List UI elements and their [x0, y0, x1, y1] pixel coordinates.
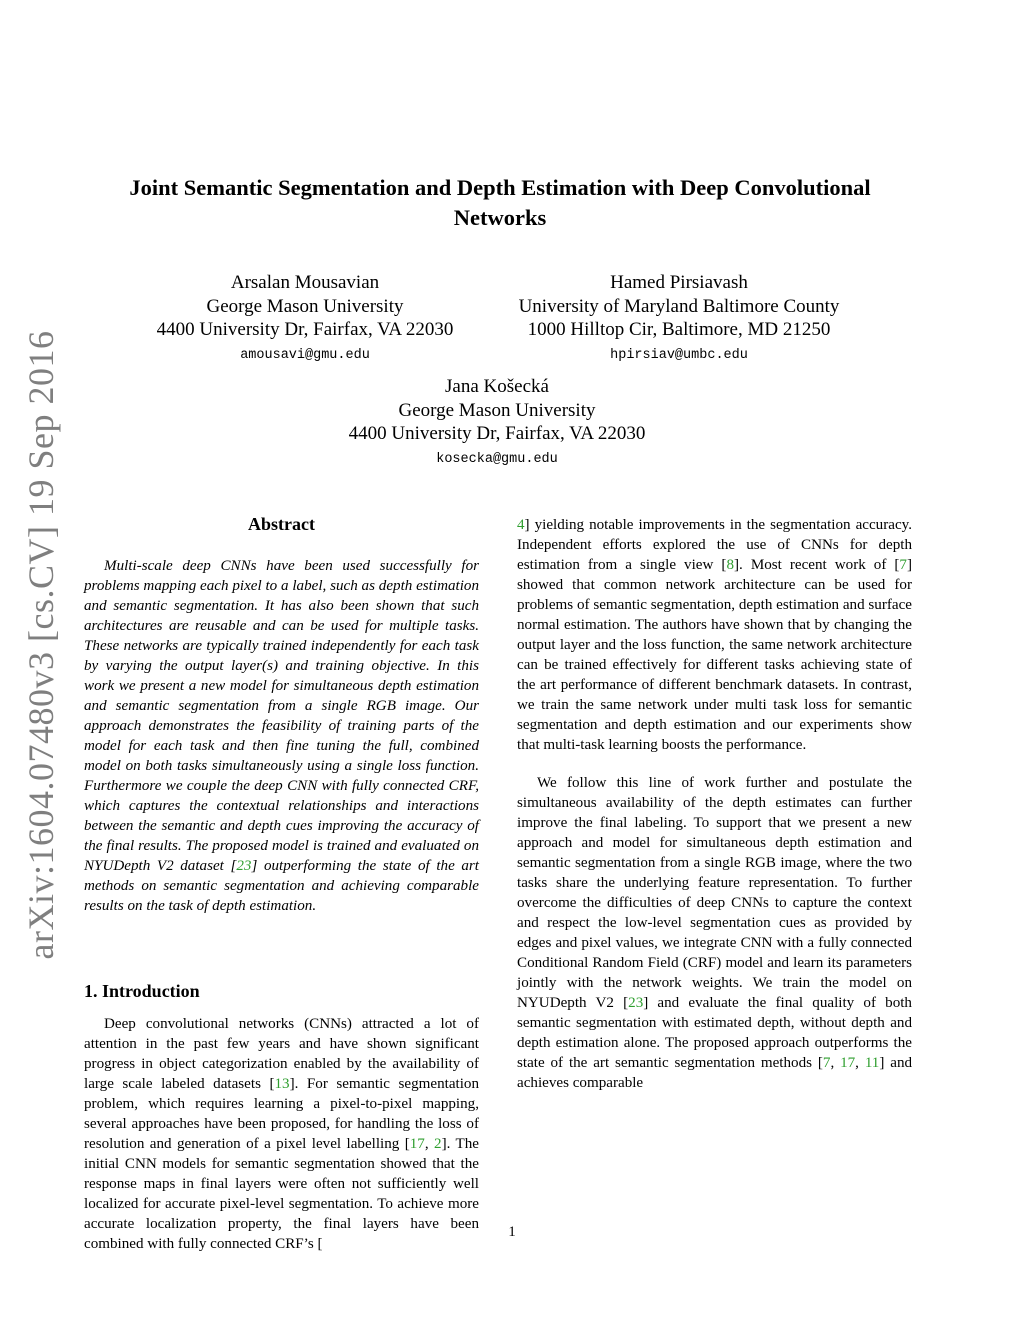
author-name: Hamed Pirsiavash — [610, 272, 748, 293]
right-column — [517, 515, 912, 1093]
author-name: Arsalan Mousavian — [230, 272, 380, 293]
author-affiliation: George Mason University — [398, 399, 596, 421]
citation-link[interactable]: 8 — [726, 557, 734, 573]
author-block-3 — [297, 375, 697, 473]
author-address: 1000 Hilltop Cir, Baltimore, MD 21250 — [527, 319, 831, 340]
author-block-1 — [130, 271, 480, 369]
author-name: Jana Košecká — [445, 376, 549, 397]
arxiv-identifier[interactable]: arXiv:1604.07480v3 [cs.CV] 19 Sep 2016 — [21, 330, 61, 960]
citation-link[interactable]: 17 — [840, 1055, 856, 1071]
author-affiliation: University of Maryland Baltimore County — [518, 295, 840, 317]
arxiv-sidebar — [6, 330, 76, 960]
author-address: 4400 University Dr, Fairfax, VA 22030 — [348, 423, 646, 444]
citation-link[interactable]: 11 — [864, 1055, 880, 1071]
abstract-heading: Abstract — [248, 514, 315, 534]
citation-link[interactable]: 4 — [517, 517, 525, 533]
page-number: 1 — [508, 1224, 516, 1240]
section-heading: 1. Introduction — [84, 981, 200, 1001]
intro-paragraph-1-end: 4] yielding notable improvements in the segmentation accuracy. Independent efforts explored the use of CNNs for depth estimation from a single view [8]. Most recent work of [7] showed that common network architecture can be used for problems of semantic segmentation, depth estimation and surface normal estimation. The authors have shown that by changing the output layer and the loss function, the same network architecture can be trained effectively for different tasks achieving state of the art performance of different benchmark datasets. In contrast, we train the same network under multi task loss for semantic segmentation and depth estimation and our experiments show that multi-task learning boosts the performance. — [517, 517, 912, 753]
author-email[interactable]: amousavi@gmu.edu — [240, 347, 370, 363]
abstract-body: Multi-scale deep CNNs have been used successfully for problems mapping each pixel to a label, such as depth estimation and semantic segmentation. It has also been shown that such architectures are reusable and can be used for multiple tasks. These networks are typically trained independently for each task by varying the output layer(s) and training objective. In this work we present a new model for simultaneous depth estimation and semantic segmentation from a single RGB image. Our approach demonstrates the feasibility of training parts of the model for each task and then fine tuning the full, combined model on both tasks simultaneously using a single loss function. Furthermore we couple the deep CNN with fully connected CRF, which captures the contextual relationships and interactions between the semantic and depth cues improving the accuracy of the final results. The proposed model is trained and evaluated on NYUDepth V2 dataset [23] outperforming the state of the art methods on semantic segmentation and achieving comparable results on the task of depth estimation. — [84, 558, 480, 914]
author-address: 4400 University Dr, Fairfax, VA 22030 — [156, 319, 454, 340]
citation-link[interactable]: 13 — [274, 1076, 290, 1092]
intro-paragraph-2: We follow this line of work further and postulate the simultaneous availability of the depth estimates can further improve the final labeling. To support that we present a new approach and model for simultaneous depth estimation and semantic segmentation from a single RGB image, where the two tasks share the underlying feature representation. To further overcome the difficulties of deep CNNs to capture the context and respect the low-level segmentation cues as provided by edges and pixel values, we integrate CNN with a fully connected Conditional Random Field (CRF) model and learn its parameters jointly with the network weights. We train the model on NYUDepth V2 [23] and evaluate the final quality of both semantic segmentation with estimated depth, without depth and depth estimation alone. The proposed approach outperforms the state of the art semantic segmentation methods [7, 17, 11] and achieves comparable — [517, 775, 913, 1091]
author-affiliation: George Mason University — [206, 295, 404, 317]
citation-link[interactable]: 23 — [236, 858, 252, 874]
author-block-2 — [490, 271, 868, 369]
paper-title: Joint Semantic Segmentation and Depth Estimation with Deep Convolutional Networks — [129, 175, 871, 230]
author-email[interactable]: hpirsiav@umbc.edu — [610, 347, 748, 363]
citation-link[interactable]: 2 — [434, 1136, 442, 1152]
intro-paragraph-1-start: Deep convolutional networks (CNNs) attracted a lot of attention in the past few years and have shown significant progress in object categorization enabled by the availability of large scale labeled datasets [13]. For semantic segmentation problem, which requires learning a pixel-to-pixel mapping, several approaches have been proposed, for handling the loss of resolution and generation of a pixel level labelling [17, 2]. The initial CNN models for semantic segmentation showed that the response maps in final layers were often not sufficiently well localized for accurate pixel-level segmentation. To achieve more accurate localization property, the final layers have been combined with fully connected CRF’s [ — [84, 1016, 479, 1252]
citation-link[interactable]: 17 — [409, 1136, 425, 1152]
citation-link[interactable]: 7 — [822, 1055, 831, 1071]
author-email[interactable]: kosecka@gmu.edu — [436, 451, 558, 467]
citation-link[interactable]: 7 — [899, 557, 907, 573]
citation-link[interactable]: 23 — [628, 995, 644, 1011]
